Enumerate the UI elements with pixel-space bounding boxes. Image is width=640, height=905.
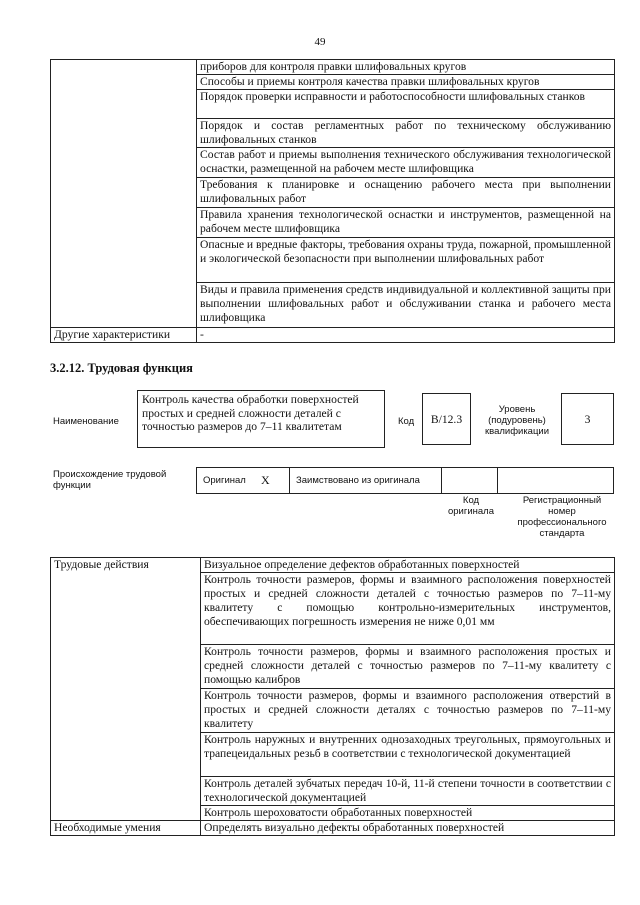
table-row xyxy=(51,558,615,573)
reg-number-label: Регистрационный номер профессионального стандарта xyxy=(517,495,607,539)
origin-label: Происхождение трудовой функции xyxy=(53,469,167,491)
function-code-value: B/12.3 xyxy=(430,412,463,426)
orig-code-cell xyxy=(442,468,498,493)
labor-actions-table xyxy=(50,557,615,836)
original-cell xyxy=(197,468,290,493)
knowledge-item: Правила хранения технологической оснастки и инструментов, размещенной на рабочем месте шлифовщика xyxy=(197,208,615,238)
knowledge-item: Требования к планировке и оснащению рабочего места при выполнении шлифовальных работ xyxy=(197,178,615,208)
name-label: Наименование xyxy=(53,416,119,427)
level-label: Уровень (подуровень) квалификации xyxy=(484,404,550,437)
action-item: Контроль точности размеров, формы и взаимного расположения отверстий в простых и средней сложности деталях с точностью размеров по 7–11-му квалитету xyxy=(201,689,615,733)
other-characteristics-label: Другие характеристики xyxy=(51,328,197,343)
level-box xyxy=(561,393,614,445)
action-item: Контроль точности размеров, формы и взаимного расположения поверхностей простых и средней сложности деталей с точностью размеров по 7–11-му квалитету с помощью контрольно-измерительных инструментов, обеспечивающих погрешность измерения не ниже 0,01 мм xyxy=(201,573,615,645)
borrowed-label: Заимствовано из оригинала xyxy=(296,475,420,486)
table-row xyxy=(51,821,615,836)
table-row xyxy=(51,328,615,343)
action-item: Контроль шероховатости обработанных поверхностей xyxy=(201,806,615,821)
page-number: 49 xyxy=(314,36,326,48)
knowledge-item: Порядок и состав регламентных работ по техническому обслуживанию шлифовальных станков xyxy=(197,119,615,148)
origin-row xyxy=(196,467,614,494)
knowledge-item: Состав работ и приемы выполнения технического обслуживания технологической оснастки, размещенной на рабочем месте шлифовщика xyxy=(197,148,615,178)
action-item: Контроль деталей зубчатых передач 10-й, 11-й степени точности в соответствии с технологической документацией xyxy=(201,777,615,806)
orig-code-label: Код оригинала xyxy=(447,495,494,517)
other-characteristics-value: - xyxy=(197,328,615,343)
code-label: Код xyxy=(398,416,415,427)
action-item: Визуальное определение дефектов обработанных поверхностей xyxy=(201,558,615,573)
original-label: Оригинал xyxy=(203,475,246,486)
function-name-box: Контроль качества обработки поверхностей простых и средней сложности деталей с точностью размеров до 7–11 квалитетам xyxy=(137,390,385,448)
knowledge-table xyxy=(50,59,615,343)
knowledge-item: Порядок проверки исправности и работоспособности шлифовальных станков xyxy=(197,90,615,119)
knowledge-item: приборов для контроля правки шлифовальных кругов xyxy=(197,60,615,75)
function-code-box xyxy=(422,393,471,445)
skills-label: Необходимые умения xyxy=(51,821,201,836)
table-row xyxy=(51,60,615,75)
skill-item: Определять визуально дефекты обработанных поверхностей xyxy=(201,821,615,836)
level-value: 3 xyxy=(584,412,591,426)
actions-label: Трудовые действия xyxy=(51,558,201,821)
action-item: Контроль наружных и внутренних однозаходных треугольных, прямоугольных и трапецеидальных резьб в соответствии с технологической документацией xyxy=(201,733,615,777)
knowledge-item: Виды и правила применения средств индивидуальной и коллективной защиты при выполнении шлифовальных работ и обслуживании станка и рабочего места шлифовщика xyxy=(197,283,615,328)
section-heading: 3.2.12. Трудовая функция xyxy=(50,361,193,375)
empty-label-cell xyxy=(51,60,197,328)
knowledge-item: Способы и приемы контроля качества правки шлифовальных кругов xyxy=(197,75,615,90)
borrowed-cell xyxy=(290,468,442,493)
original-mark: X xyxy=(261,473,270,487)
action-item: Контроль точности размеров, формы и взаимного расположения простых и средней сложности деталей с точностью размеров по 7–11-му квалитету с помощью калибров xyxy=(201,645,615,689)
knowledge-item: Опасные и вредные факторы, требования охраны труда, пожарной, промышленной и экологической безопасности при выполнении шлифовальных работ xyxy=(197,238,615,283)
